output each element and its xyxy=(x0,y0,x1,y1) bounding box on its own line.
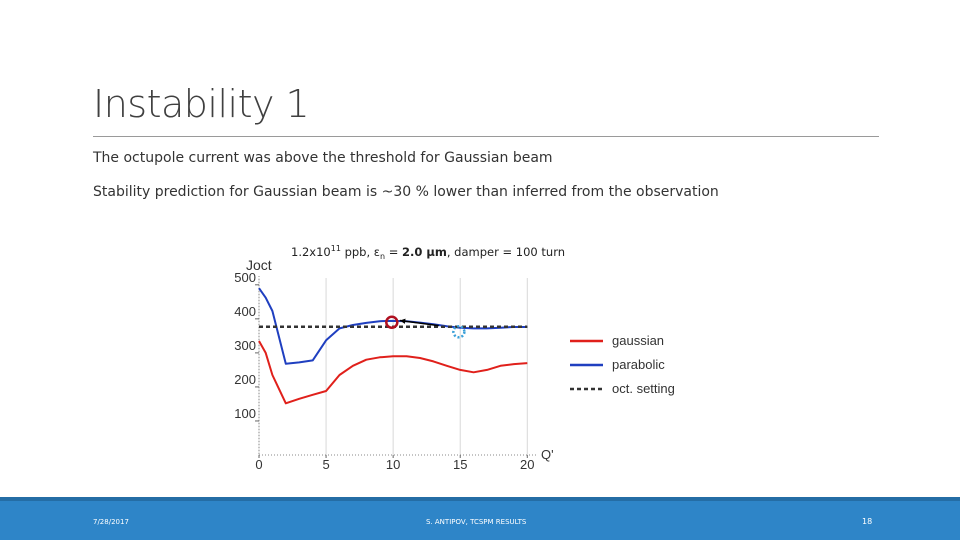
x-tick-label-3: 15 xyxy=(452,457,468,472)
y-tick-label-1: 200 xyxy=(234,371,256,387)
footer-page-number: 18 xyxy=(862,517,873,526)
caption-subscript: n xyxy=(380,252,386,262)
x-tick-label-2: 10 xyxy=(385,457,401,472)
y-axis-label: Joct xyxy=(246,257,272,273)
caption-part-1: 1.2x10 xyxy=(291,244,331,259)
x-tick-label-4: 20 xyxy=(520,457,535,472)
caption-part-4: , damper = 100 turn xyxy=(446,244,566,259)
legend-label-0: gaussian xyxy=(612,333,665,348)
annotation-arrow-line xyxy=(400,321,439,326)
x-tick-label-1: 5 xyxy=(322,457,330,472)
footer-author: S. ANTIPOV, TCSPM RESULTS xyxy=(426,518,527,526)
footer-accent xyxy=(0,497,960,501)
annotation-circle-0 xyxy=(386,317,397,328)
caption-exponent: 11 xyxy=(330,244,341,253)
footer-date: 7/28/2017 xyxy=(93,518,129,526)
y-tick-label-0: 100 xyxy=(234,405,256,421)
caption-part-2: ppb, ε xyxy=(340,244,381,259)
y-tick-label-3: 400 xyxy=(234,303,256,319)
caption-part-3: = xyxy=(385,244,403,259)
caption-emittance: 2.0 µm xyxy=(402,244,447,259)
legend-label-2: oct. setting xyxy=(612,381,675,396)
legend-label-1: parabolic xyxy=(612,357,665,372)
bullet-text-1: The octupole current was above the threshold for Gaussian beam xyxy=(93,150,553,166)
x-axis-label: Q' xyxy=(541,447,554,462)
y-tick-label-2: 300 xyxy=(234,337,256,353)
slide-title: Instability 1 xyxy=(93,82,310,126)
x-tick-label-0: 0 xyxy=(255,457,263,472)
bullet-text-2: Stability prediction for Gaussian beam is ~30 % lower than inferred from the observation xyxy=(93,184,719,200)
y-tick-label-4: 500 xyxy=(234,269,256,285)
